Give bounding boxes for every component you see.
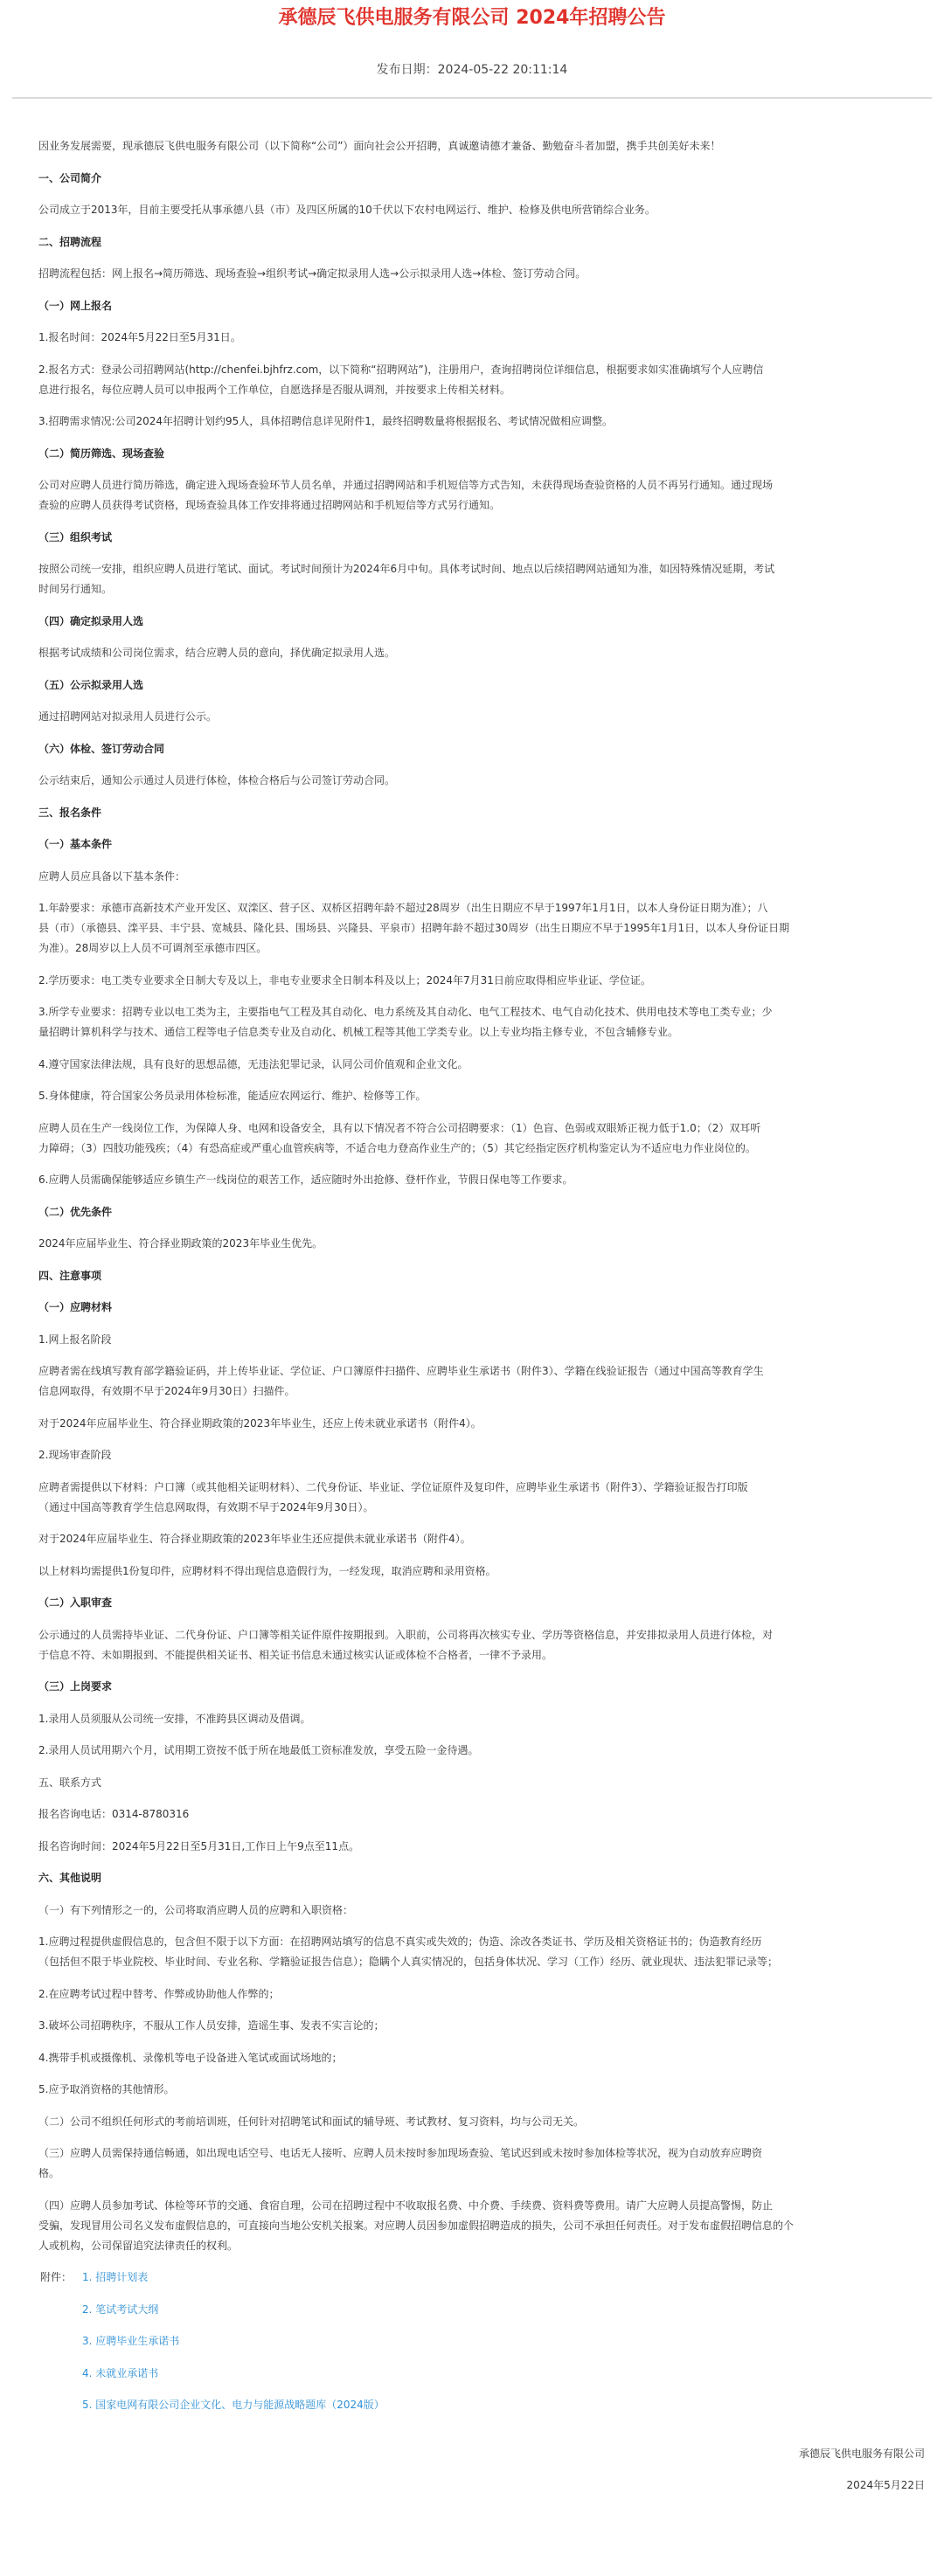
paragraph: 应聘者需在线填写教育部学籍验证码，并上传毕业证、学位证、户口簿原件扫描件、应聘毕业生承诺书（附件3）、学籍在线验证报告（通过中国高等教育学生	[38, 1365, 764, 1377]
subsection-heading: （二）入职审查	[38, 1596, 113, 1609]
paragraph: （四）应聘人员参加考试、体检等环节的交通、食宿自理，公司在招聘过程中不收取报名费、中介费、手续费、资料费等费用。请广大应聘人员提高警惕，防止	[38, 2199, 774, 2212]
subsection-heading: （二）简历筛选、现场查验	[38, 447, 165, 460]
paragraph: 于信息不符、未如期报到、不能提供相关证书、相关证书信息未通过核实认证或体检不合格者，一律不予录用。	[38, 1649, 553, 1661]
intro-paragraph: 因业务发展需要，现承德辰飞供电服务有限公司（以下简称“公司”）面向社会公开招聘，真诚邀请德才兼备、勤勉奋斗者加盟，携手共创美好未来！	[38, 140, 721, 152]
paragraph: 受骗，发现冒用公司名义发布虚假信息的，可直接向当地公安机关报案。对应聘人员因参加虚假招聘造成的损失，公司不承担任何责任。对于发布虚假招聘信息的个	[38, 2219, 795, 2232]
paragraph: 根据考试成绩和公司岗位需求，结合应聘人员的意向，择优确定拟录用人选。	[38, 647, 396, 659]
contact-phone: 报名咨询电话：0314-8780316	[38, 1808, 190, 1820]
section-heading: 六、其他说明	[38, 1872, 102, 1884]
paragraph: 应聘人员在生产一线岗位工作，为保障人身、电网和设备安全，具有以下情况者不符合公司招聘要求：（1）色盲、色弱或双眼矫正视力低于1.0；（2）双耳听	[38, 1122, 761, 1134]
subsection-heading: （三）组织考试	[38, 531, 113, 544]
paragraph: 2.现场审查阶段	[38, 1449, 112, 1461]
paragraph: 1.年龄要求：承德市高新技术产业开发区、双滦区、营子区、双桥区招聘年龄不超过28周岁（出生日期应不早于1997年1月1日，以本人身份证日期为准）；八	[38, 902, 768, 914]
paragraph: 量招聘计算机科学与技术、通信工程等电子信息类专业及自动化、机械工程等其他工学类专业。以上专业均指主修专业，不包含辅修专业。	[38, 1026, 679, 1038]
paragraph: 3.招聘需求情况:公司2024年招聘计划约95人，具体招聘信息详见附件1，最终招聘数量将根据报名、考试情况做相应调整。	[38, 415, 613, 427]
paragraph: （三）应聘人员需保持通信畅通，如出现电话空号、电话无人接听、应聘人员未按时参加现场查验、笔试迟到或未按时参加体检等状况，视为自动放弃应聘资	[38, 2147, 763, 2159]
paragraph: 按照公司统一安排，组织应聘人员进行笔试、面试。考试时间预计为2024年6月中旬。具体考试时间、地点以后续招聘网站通知为准，如因特殊情况延期，考试	[38, 563, 775, 575]
paragraph: 1.报名时间：2024年5月22日至5月31日。	[38, 331, 241, 343]
paragraph: 对于2024年应届毕业生、符合择业期政策的2023年毕业生，还应上传未就业承诺书（附件4）。	[38, 1417, 482, 1430]
paragraph: 以上材料均需提供1份复印件，应聘材料不得出现信息造假行为，一经发现，取消应聘和录用资格。	[38, 1565, 496, 1577]
subsection-heading: （三）上岗要求	[38, 1680, 113, 1693]
paragraph: 对于2024年应届毕业生、符合择业期政策的2023年毕业生还应提供未就业承诺书（附件4）。	[38, 1533, 471, 1545]
signature-company: 承德辰飞供电服务有限公司	[798, 2448, 925, 2460]
publish-date: 发布日期：2024-05-22 20:11:14	[376, 63, 568, 77]
subsection-heading: （一）应聘材料	[38, 1301, 113, 1313]
paragraph: 应聘人员应具备以下基本条件：	[38, 870, 186, 883]
attachment-link[interactable]: 3. 应聘毕业生承诺书	[82, 2335, 180, 2347]
subsection-heading: （五）公示拟录用人选	[38, 679, 144, 691]
paragraph: 4.携带手机或摄像机、录像机等电子设备进入笔试或面试场地的；	[38, 2052, 343, 2064]
signature-date: 2024年5月22日	[846, 2479, 925, 2491]
attachment-link[interactable]: 4. 未就业承诺书	[82, 2367, 159, 2379]
paragraph: （一）有下列情形之一的，公司将取消应聘人员的应聘和入职资格：	[38, 1904, 354, 1916]
paragraph: 公示结束后，通知公示通过人员进行体检，体检合格后与公司签订劳动合同。	[38, 774, 396, 786]
paragraph: 1.录用人员须服从公司统一安排，不准跨县区调动及借调。	[38, 1713, 311, 1725]
contact-hours: 报名咨询时间：2024年5月22日至5月31日,工作日上午9点至11点。	[38, 1840, 360, 1852]
paragraph: 查验的应聘人员获得考试资格，现场查验具体工作安排将通过招聘网站和手机短信等方式另行通知。	[38, 499, 501, 511]
subsection-heading: （六）体检、签订劳动合同	[38, 743, 165, 755]
paragraph: 1.网上报名阶段	[38, 1333, 112, 1346]
attachment-link[interactable]: 5. 国家电网有限公司企业文化、电力与能源战略题库（2024版）	[82, 2399, 385, 2411]
paragraph: 息进行报名，每位应聘人员可以申报两个工作单位，自愿选择是否服从调剂，并按要求上传相关材料。	[38, 384, 511, 396]
paragraph: 2.学历要求：电工类专业要求全日制大专及以上，非电专业要求全日制本科及以上；2024年7月31日前应取得相应毕业证、学位证。	[38, 974, 651, 987]
paragraph: 公示通过的人员需持毕业证、二代身份证、户口簿等相关证件原件按期报到。入职前，公司将再次核实专业、学历等资格信息，并安排拟录用人员进行体检，对	[38, 1629, 774, 1641]
paragraph: （包括但不限于毕业院校、毕业时间、专业名称、学籍验证报告信息）；隐瞒个人真实情况的，包括身体状况、学习（工作）经历、就业现状、违法犯罪记录等；	[38, 1956, 779, 1968]
paragraph: 应聘者需提供以下材料：户口簿（或其他相关证明材料）、二代身份证、毕业证、学位证原件及复印件，应聘毕业生承诺书（附件3）、学籍验证报告打印版	[38, 1481, 748, 1493]
paragraph: 3.所学专业要求：招聘专业以电工类为主，主要指电气工程及其自动化、电力系统及其自动化、电气工程技术、电气自动化技术、供用电技术等电工类专业；少	[38, 1006, 773, 1018]
attachments-label: 附件：	[40, 2271, 73, 2283]
paragraph: 3.破坏公司招聘秩序，不服从工作人员安排，造谣生事、发表不实言论的；	[38, 2019, 385, 2032]
attachment-link[interactable]: 2. 笔试考试大纲	[82, 2303, 159, 2316]
paragraph: 为准）。28周岁以上人员不可调剂至承德市四区。	[38, 942, 267, 954]
paragraph: 5.应予取消资格的其他情形。	[38, 2083, 175, 2095]
subsection-heading: （一）网上报名	[38, 300, 113, 312]
page-title: 承德辰飞供电服务有限公司 2024年招聘公告	[278, 7, 666, 29]
paragraph: 2.录用人员试用期六个月，试用期工资按不低于所在地最低工资标准发放，享受五险一金待遇。	[38, 1744, 479, 1756]
paragraph: 力障碍；（3）四肢功能残疾；（4）有恐高症或严重心血管疾病等，不适合电力登高作业生产的；（5）其它经指定医疗机构鉴定认为不适应电力作业岗位的。	[38, 1142, 756, 1154]
paragraph: 4.遵守国家法律法规，具有良好的思想品德，无违法犯罪记录，认同公司价值观和企业文化。	[38, 1058, 469, 1070]
paragraph: 2024年应届毕业生、符合择业期政策的2023年毕业生优先。	[38, 1237, 323, 1250]
paragraph: 1.应聘过程提供虚假信息的，包含但不限于以下方面：在招聘网站填写的信息不真实或失效的；伪造、涂改各类证书、学历及相关资格证书的；伪造教育经历	[38, 1935, 762, 1948]
subsection-heading: （四）确定拟录用人选	[38, 615, 144, 627]
paragraph: （二）公司不组织任何形式的考前培训班，任何针对招聘笔试和面试的辅导班、考试教材、复习资料，均与公司无关。	[38, 2116, 585, 2128]
paragraph: （通过中国高等教育学生信息网取得，有效期不早于2024年9月30日）。	[38, 1501, 374, 1513]
section-heading: 四、注意事项	[38, 1270, 102, 1282]
paragraph: 通过招聘网站对拟录用人员进行公示。	[38, 710, 218, 723]
paragraph: 招聘流程包括：网上报名→简历筛选、现场查验→组织考试→确定拟录用人选→公示拟录用人选→体检、签订劳动合同。	[38, 267, 587, 280]
section-heading: 一、公司简介	[38, 172, 102, 184]
paragraph: 时间另行通知。	[38, 583, 113, 595]
paragraph: 公司成立于2013年，目前主要受托从事承德八县（市）及四区所属的10千伏以下农村电网运行、维护、检修及供电所营销综合业务。	[38, 204, 656, 216]
subsection-heading: （二）优先条件	[38, 1206, 113, 1218]
paragraph: 县（市）（承德县、滦平县、丰宁县、宽城县、隆化县、围场县、兴隆县、平泉市）招聘年龄不超过30周岁（出生日期应不早于1995年1月1日，以本人身份证日期	[38, 922, 790, 934]
section-heading: 三、报名条件	[38, 807, 102, 819]
paragraph: 人或机构，公司保留追究法律责任的权利。	[38, 2240, 239, 2252]
paragraph: 6.应聘人员需确保能够适应乡镇生产一线岗位的艰苦工作，适应随时外出抢修、登杆作业，节假日保电等工作要求。	[38, 1174, 573, 1186]
attachment-link[interactable]: 1. 招聘计划表	[82, 2271, 149, 2283]
section-heading: 五、联系方式	[38, 1776, 102, 1789]
paragraph: 5.身体健康，符合国家公务员录用体检标准，能适应农网运行、维护、检修等工作。	[38, 1090, 427, 1102]
subsection-heading: （一）基本条件	[38, 838, 113, 850]
paragraph: 2.在应聘考试过程中替考、作弊或协助他人作弊的；	[38, 1988, 280, 2000]
paragraph: 2.报名方式：登录公司招聘网站(http://chenfei.bjhfrz.com，以下简称“招聘网站”)，注册用户，查询招聘岗位详细信息，根据要求如实准确填写个人应聘信	[38, 364, 764, 376]
paragraph: 格。	[38, 2167, 60, 2179]
section-heading: 二、招聘流程	[38, 236, 102, 248]
paragraph: 信息网取得，有效期不早于2024年9月30日）扫描件。	[38, 1385, 295, 1397]
paragraph: 公司对应聘人员进行简历筛选，确定进入现场查验环节人员名单，并通过招聘网站和手机短信等方式告知，未获得现场查验资格的人员不再另行通知。通过现场	[38, 479, 774, 491]
